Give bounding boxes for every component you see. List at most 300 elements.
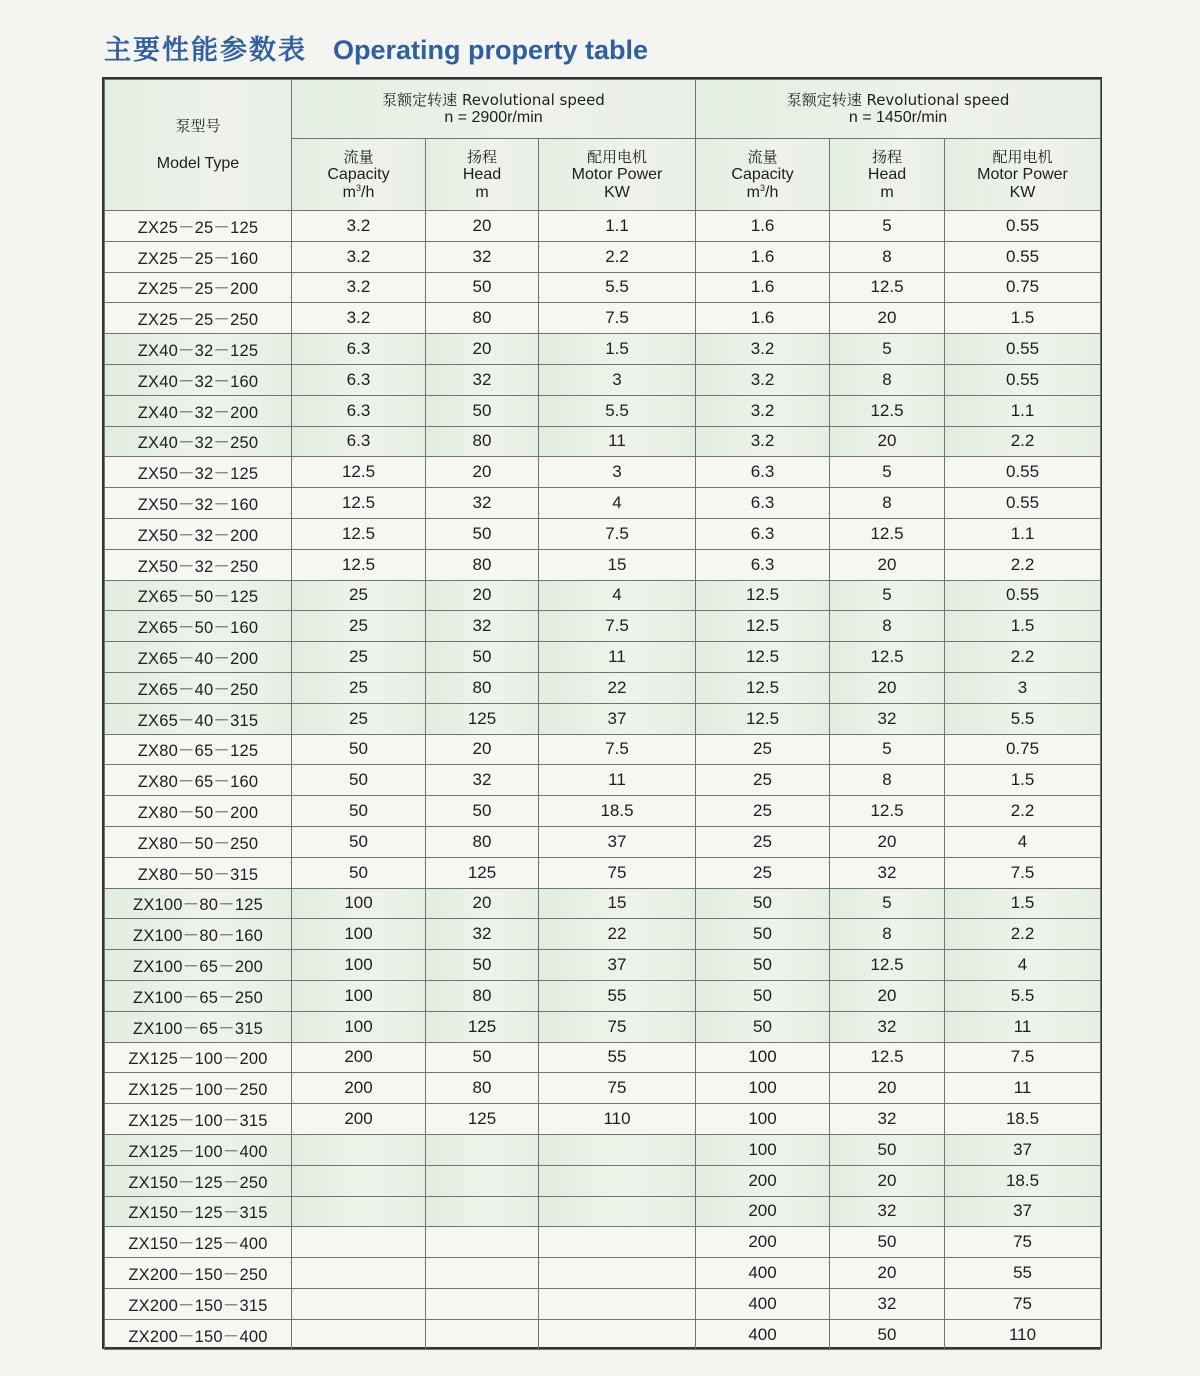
capacity-1450-cell: 12.5 (696, 642, 830, 673)
capacity-2900-cell: 25 (292, 703, 426, 734)
head-2900-cell: 32 (426, 488, 539, 519)
head-1450-cell: 5 (830, 734, 945, 765)
power-1450-cell: 18.5 (945, 1165, 1101, 1196)
table-row (105, 395, 1101, 426)
head-2900-cell: 50 (426, 1042, 539, 1073)
power-en: Motor Power (977, 165, 1068, 183)
power-1450-cell: 0.55 (945, 488, 1101, 519)
power-2900-cell: 3 (539, 364, 696, 395)
capacity-2900-cell: 25 (292, 672, 426, 703)
power-2900-cell: 37 (539, 703, 696, 734)
power-2900-cell: 110 (539, 1104, 696, 1135)
capacity-unit-base: m (746, 183, 760, 201)
capacity-1450-cell: 50 (696, 1011, 830, 1042)
head-1450-cell: 5 (830, 457, 945, 488)
capacity-1450-cell: 25 (696, 765, 830, 796)
power-2900-cell: 18.5 (539, 796, 696, 827)
table-row (105, 518, 1101, 549)
capacity-1450-cell: 1.6 (696, 303, 830, 334)
power-1450-cell: 0.75 (945, 734, 1101, 765)
power-cn: 配用电机 (587, 147, 648, 166)
model-type-en: Model Type (156, 155, 240, 172)
power-2900-cell (539, 1227, 696, 1258)
head-2900-cell (426, 1227, 539, 1258)
head-2900-cell: 80 (426, 303, 539, 334)
head-1450-cell: 5 (830, 888, 945, 919)
head-2900-cell: 50 (426, 272, 539, 303)
power-2900-cell (539, 1258, 696, 1289)
head-cn: 扬程 (872, 147, 903, 166)
power-2900-cell: 55 (539, 1042, 696, 1073)
capacity-2900-cell: 50 (292, 796, 426, 827)
capacity-2900-cell (292, 1227, 426, 1258)
table-row (105, 611, 1101, 642)
head-2900-cell (426, 1288, 539, 1319)
table-row (105, 426, 1101, 457)
model-cell: ZX50－32－160 (105, 488, 292, 519)
table-row (105, 1011, 1101, 1042)
power-1450-cell: 7.5 (945, 1042, 1101, 1073)
table-row (105, 919, 1101, 950)
capacity-en: Capacity (731, 165, 794, 183)
capacity-1450-cell: 400 (696, 1288, 830, 1319)
head-1450-cell: 32 (830, 1196, 945, 1227)
power-2900-cell: 7.5 (539, 518, 696, 549)
head-2900-cell: 50 (426, 642, 539, 673)
capacity-2900-cell: 50 (292, 857, 426, 888)
power-unit: KW (604, 183, 630, 201)
power-1450-cell: 1.1 (945, 395, 1101, 426)
power-1450-cell: 1.5 (945, 303, 1101, 334)
power-2900-cell: 11 (539, 642, 696, 673)
power-1450-cell: 11 (945, 1011, 1101, 1042)
power-2900-cell: 2.2 (539, 241, 696, 272)
speed-2900-value: n = 2900r/min (444, 109, 543, 126)
capacity-1450-cell: 3.2 (696, 426, 830, 457)
table-row (105, 703, 1101, 734)
table-row (105, 796, 1101, 827)
capacity-2900-cell: 100 (292, 980, 426, 1011)
head-2900-cell: 80 (426, 672, 539, 703)
capacity-unit-tail: /h (765, 183, 779, 201)
power-1450-cell: 3 (945, 672, 1101, 703)
power-1450-cell: 0.55 (945, 580, 1101, 611)
power-2900-cell: 15 (539, 549, 696, 580)
power-2900-cell: 7.5 (539, 611, 696, 642)
capacity-1450-cell: 6.3 (696, 518, 830, 549)
power-2900-cell: 4 (539, 488, 696, 519)
capacity-1450-cell: 100 (696, 1104, 830, 1135)
head-2900-cell: 80 (426, 549, 539, 580)
model-cell: ZX50－32－125 (105, 457, 292, 488)
power-cn: 配用电机 (992, 147, 1053, 166)
head-2900-cell: 20 (426, 888, 539, 919)
head-1450-cell: 50 (830, 1227, 945, 1258)
power-1450-cell: 0.75 (945, 272, 1101, 303)
capacity-2900-cell: 6.3 (292, 334, 426, 365)
power-2900-cell (539, 1165, 696, 1196)
capacity-2900-cell: 6.3 (292, 364, 426, 395)
head-1450-cell: 12.5 (830, 272, 945, 303)
head-2900-cell (426, 1319, 539, 1350)
capacity-2900-cell: 100 (292, 1011, 426, 1042)
head-1450-cell: 8 (830, 765, 945, 796)
power-2900-cell (539, 1288, 696, 1319)
power-1450-cell: 5.5 (945, 980, 1101, 1011)
power-1450-cell: 75 (945, 1227, 1101, 1258)
model-cell: ZX65－40－250 (105, 672, 292, 703)
table-row (105, 642, 1101, 673)
head-2900-cell: 32 (426, 765, 539, 796)
head-2900-cell (426, 1196, 539, 1227)
table-row (105, 1104, 1101, 1135)
head-1450-cell: 12.5 (830, 642, 945, 673)
capacity-1450-cell: 12.5 (696, 672, 830, 703)
capacity-1450-cell: 3.2 (696, 334, 830, 365)
model-cell: ZX150－125－315 (105, 1196, 292, 1227)
power-2900-cell: 1.1 (539, 211, 696, 242)
power-1450-cell: 110 (945, 1319, 1101, 1350)
power-unit: KW (1009, 183, 1036, 201)
table-row (105, 334, 1101, 365)
capacity-unit-tail: /h (361, 183, 375, 201)
model-type-cn: 泵型号 (175, 117, 221, 135)
power-2900-cell: 7.5 (539, 303, 696, 334)
capacity-cn: 流量 (747, 147, 778, 166)
capacity-1450-cell: 12.5 (696, 611, 830, 642)
power-1450-cell: 2.2 (945, 426, 1101, 457)
model-cell: ZX65－50－125 (105, 580, 292, 611)
title-en: Operating property table (333, 35, 649, 65)
capacity-2900-cell: 3.2 (292, 241, 426, 272)
table-row (105, 241, 1101, 272)
capacity-1450-cell: 200 (696, 1165, 830, 1196)
capacity-2900-cell: 200 (292, 1073, 426, 1104)
head-1450-cell: 20 (830, 1258, 945, 1289)
power-2900-cell: 1.5 (539, 334, 696, 365)
capacity-1450-cell: 50 (696, 919, 830, 950)
head-header-2900 (426, 139, 539, 211)
head-2900-cell: 32 (426, 919, 539, 950)
capacity-2900-cell: 50 (292, 734, 426, 765)
power-1450-cell: 37 (945, 1134, 1101, 1165)
capacity-2900-cell: 12.5 (292, 549, 426, 580)
head-2900-cell: 125 (426, 703, 539, 734)
capacity-2900-cell (292, 1258, 426, 1289)
power-2900-cell: 5.5 (539, 395, 696, 426)
model-cell: ZX200－150－400 (105, 1319, 292, 1350)
power-2900-cell: 75 (539, 857, 696, 888)
table-row (105, 580, 1101, 611)
power-1450-cell: 0.55 (945, 241, 1101, 272)
head-1450-cell: 12.5 (830, 1042, 945, 1073)
capacity-1450-cell: 100 (696, 1073, 830, 1104)
model-cell: ZX200－150－315 (105, 1288, 292, 1319)
table-row (105, 857, 1101, 888)
speed-2900-label: 泵额定转速 Revolutional speed (382, 91, 605, 109)
table-row (105, 1258, 1101, 1289)
power-2900-cell (539, 1196, 696, 1227)
capacity-1450-cell: 50 (696, 980, 830, 1011)
model-cell: ZX100－65－200 (105, 950, 292, 981)
model-cell: ZX80－50－315 (105, 857, 292, 888)
head-2900-cell: 125 (426, 857, 539, 888)
table-body (105, 211, 1101, 1350)
capacity-2900-cell: 100 (292, 919, 426, 950)
capacity-header-2900 (292, 139, 426, 211)
capacity-unit (696, 184, 829, 202)
power-1450-cell: 5.5 (945, 703, 1101, 734)
capacity-2900-cell: 3.2 (292, 211, 426, 242)
capacity-1450-cell: 50 (696, 888, 830, 919)
table-row (105, 734, 1101, 765)
power-1450-cell: 1.1 (945, 518, 1101, 549)
head-1450-cell: 20 (830, 426, 945, 457)
head-header-1450 (830, 139, 945, 211)
head-1450-cell: 32 (830, 1104, 945, 1135)
capacity-2900-cell (292, 1134, 426, 1165)
model-cell: ZX40－32－250 (105, 426, 292, 457)
table-row (105, 672, 1101, 703)
model-cell: ZX80－65－160 (105, 765, 292, 796)
capacity-1450-cell: 3.2 (696, 364, 830, 395)
head-2900-cell: 20 (426, 211, 539, 242)
capacity-1450-cell: 12.5 (696, 703, 830, 734)
model-cell: ZX100－65－315 (105, 1011, 292, 1042)
head-unit: m (880, 183, 894, 201)
capacity-1450-cell: 6.3 (696, 488, 830, 519)
capacity-1450-cell: 200 (696, 1196, 830, 1227)
power-1450-cell: 4 (945, 826, 1101, 857)
capacity-1450-cell: 400 (696, 1319, 830, 1350)
capacity-2900-cell (292, 1288, 426, 1319)
head-1450-cell: 8 (830, 611, 945, 642)
head-1450-cell: 32 (830, 857, 945, 888)
capacity-unit-sup: 3 (760, 182, 766, 193)
title-cn: 主要性能参数表 (104, 35, 307, 66)
head-1450-cell: 12.5 (830, 518, 945, 549)
head-2900-cell: 80 (426, 980, 539, 1011)
model-cell: ZX100－80－160 (105, 919, 292, 950)
head-en: Head (867, 165, 907, 183)
model-cell: ZX80－50－200 (105, 796, 292, 827)
power-1450-cell: 75 (945, 1288, 1101, 1319)
capacity-2900-cell: 25 (292, 642, 426, 673)
power-2900-cell: 15 (539, 888, 696, 919)
capacity-en: Capacity (327, 165, 390, 183)
capacity-2900-cell: 200 (292, 1042, 426, 1073)
head-1450-cell: 20 (830, 1073, 945, 1104)
model-cell: ZX80－65－125 (105, 734, 292, 765)
capacity-2900-cell: 25 (292, 611, 426, 642)
capacity-1450-cell: 200 (696, 1227, 830, 1258)
model-cell: ZX65－50－160 (105, 611, 292, 642)
model-cell: ZX40－32－160 (105, 364, 292, 395)
head-2900-cell: 32 (426, 241, 539, 272)
capacity-1450-cell: 25 (696, 826, 830, 857)
power-1450-cell: 55 (945, 1258, 1101, 1289)
capacity-2900-cell: 50 (292, 826, 426, 857)
model-cell: ZX125－100－315 (105, 1104, 292, 1135)
power-2900-cell: 55 (539, 980, 696, 1011)
power-1450-cell: 1.5 (945, 765, 1101, 796)
power-1450-cell: 18.5 (945, 1104, 1101, 1135)
power-1450-cell: 0.55 (945, 211, 1101, 242)
power-2900-cell: 22 (539, 919, 696, 950)
head-1450-cell: 20 (830, 980, 945, 1011)
model-cell: ZX40－32－125 (105, 334, 292, 365)
capacity-2900-cell: 200 (292, 1104, 426, 1135)
table-row (105, 272, 1101, 303)
power-2900-cell: 5.5 (539, 272, 696, 303)
capacity-2900-cell: 6.3 (292, 395, 426, 426)
table-row (105, 1134, 1101, 1165)
head-1450-cell: 20 (830, 672, 945, 703)
head-1450-cell: 12.5 (830, 395, 945, 426)
head-1450-cell: 5 (830, 334, 945, 365)
table-row (105, 888, 1101, 919)
capacity-1450-cell: 12.5 (696, 580, 830, 611)
capacity-1450-cell: 25 (696, 857, 830, 888)
power-2900-cell: 75 (539, 1011, 696, 1042)
head-en: Head (462, 165, 502, 183)
head-2900-cell: 125 (426, 1011, 539, 1042)
table-row (105, 488, 1101, 519)
power-1450-cell: 0.55 (945, 334, 1101, 365)
head-1450-cell: 32 (830, 1288, 945, 1319)
table-row (105, 303, 1101, 334)
model-cell: ZX50－32－250 (105, 549, 292, 580)
table-row (105, 765, 1101, 796)
model-cell: ZX100－80－125 (105, 888, 292, 919)
head-1450-cell: 8 (830, 488, 945, 519)
power-2900-cell (539, 1319, 696, 1350)
head-2900-cell: 20 (426, 334, 539, 365)
table-row (105, 950, 1101, 981)
table-row (105, 1288, 1101, 1319)
power-1450-cell: 1.5 (945, 611, 1101, 642)
capacity-1450-cell: 100 (696, 1134, 830, 1165)
power-header-1450 (945, 139, 1101, 211)
head-1450-cell: 32 (830, 703, 945, 734)
capacity-1450-cell: 1.6 (696, 272, 830, 303)
table-row (105, 1319, 1101, 1350)
head-1450-cell: 5 (830, 211, 945, 242)
model-cell: ZX125－100－400 (105, 1134, 292, 1165)
head-2900-cell: 80 (426, 1073, 539, 1104)
table-row (105, 1196, 1101, 1227)
power-1450-cell: 0.55 (945, 364, 1101, 395)
power-2900-cell (539, 1134, 696, 1165)
power-1450-cell: 2.2 (945, 549, 1101, 580)
power-2900-cell: 11 (539, 426, 696, 457)
power-1450-cell: 7.5 (945, 857, 1101, 888)
table-row (105, 980, 1101, 1011)
property-table-frame (102, 77, 1102, 1349)
model-cell: ZX25－25－125 (105, 211, 292, 242)
head-2900-cell: 50 (426, 395, 539, 426)
model-cell: ZX65－40－315 (105, 703, 292, 734)
head-1450-cell: 20 (830, 549, 945, 580)
capacity-1450-cell: 1.6 (696, 211, 830, 242)
model-cell: ZX80－50－250 (105, 826, 292, 857)
capacity-1450-cell: 3.2 (696, 395, 830, 426)
head-2900-cell: 20 (426, 457, 539, 488)
head-2900-cell: 20 (426, 734, 539, 765)
capacity-unit (292, 184, 425, 202)
head-1450-cell: 12.5 (830, 796, 945, 827)
power-1450-cell: 11 (945, 1073, 1101, 1104)
head-2900-cell: 50 (426, 518, 539, 549)
head-2900-cell: 80 (426, 426, 539, 457)
capacity-1450-cell: 1.6 (696, 241, 830, 272)
model-cell: ZX100－65－250 (105, 980, 292, 1011)
power-2900-cell: 75 (539, 1073, 696, 1104)
capacity-2900-cell: 100 (292, 950, 426, 981)
power-1450-cell: 0.55 (945, 457, 1101, 488)
power-2900-cell: 22 (539, 672, 696, 703)
power-2900-cell: 37 (539, 826, 696, 857)
power-1450-cell: 2.2 (945, 919, 1101, 950)
capacity-cn: 流量 (343, 147, 374, 166)
table-row (105, 1073, 1101, 1104)
table-row (105, 826, 1101, 857)
table-row (105, 1227, 1101, 1258)
head-2900-cell: 32 (426, 611, 539, 642)
capacity-2900-cell: 12.5 (292, 457, 426, 488)
head-1450-cell: 32 (830, 1011, 945, 1042)
head-1450-cell: 20 (830, 826, 945, 857)
model-cell: ZX25－25－250 (105, 303, 292, 334)
power-2900-cell: 4 (539, 580, 696, 611)
capacity-2900-cell: 6.3 (292, 426, 426, 457)
capacity-1450-cell: 100 (696, 1042, 830, 1073)
table-row (105, 211, 1101, 242)
capacity-unit-sup: 3 (355, 182, 361, 193)
head-2900-cell: 80 (426, 826, 539, 857)
table-row (105, 549, 1101, 580)
table-row (105, 364, 1101, 395)
power-2900-cell: 11 (539, 765, 696, 796)
head-2900-cell: 20 (426, 580, 539, 611)
capacity-2900-cell: 3.2 (292, 303, 426, 334)
model-cell: ZX40－32－200 (105, 395, 292, 426)
head-2900-cell: 50 (426, 796, 539, 827)
head-1450-cell: 20 (830, 1165, 945, 1196)
power-1450-cell: 2.2 (945, 796, 1101, 827)
capacity-2900-cell: 50 (292, 765, 426, 796)
head-2900-cell: 32 (426, 364, 539, 395)
model-cell: ZX65－40－200 (105, 642, 292, 673)
model-cell: ZX150－125－250 (105, 1165, 292, 1196)
head-1450-cell: 50 (830, 1319, 945, 1350)
capacity-1450-cell: 50 (696, 950, 830, 981)
capacity-1450-cell: 6.3 (696, 549, 830, 580)
head-unit: m (475, 183, 489, 201)
head-1450-cell: 8 (830, 364, 945, 395)
capacity-unit-base: m (342, 183, 356, 201)
capacity-2900-cell: 12.5 (292, 518, 426, 549)
capacity-1450-cell: 6.3 (696, 457, 830, 488)
head-1450-cell: 8 (830, 919, 945, 950)
model-cell: ZX25－25－200 (105, 272, 292, 303)
capacity-1450-cell: 25 (696, 796, 830, 827)
head-cn: 扬程 (466, 147, 497, 166)
model-cell: ZX25－25－160 (105, 241, 292, 272)
capacity-2900-cell: 100 (292, 888, 426, 919)
capacity-2900-cell: 3.2 (292, 272, 426, 303)
head-1450-cell: 50 (830, 1134, 945, 1165)
